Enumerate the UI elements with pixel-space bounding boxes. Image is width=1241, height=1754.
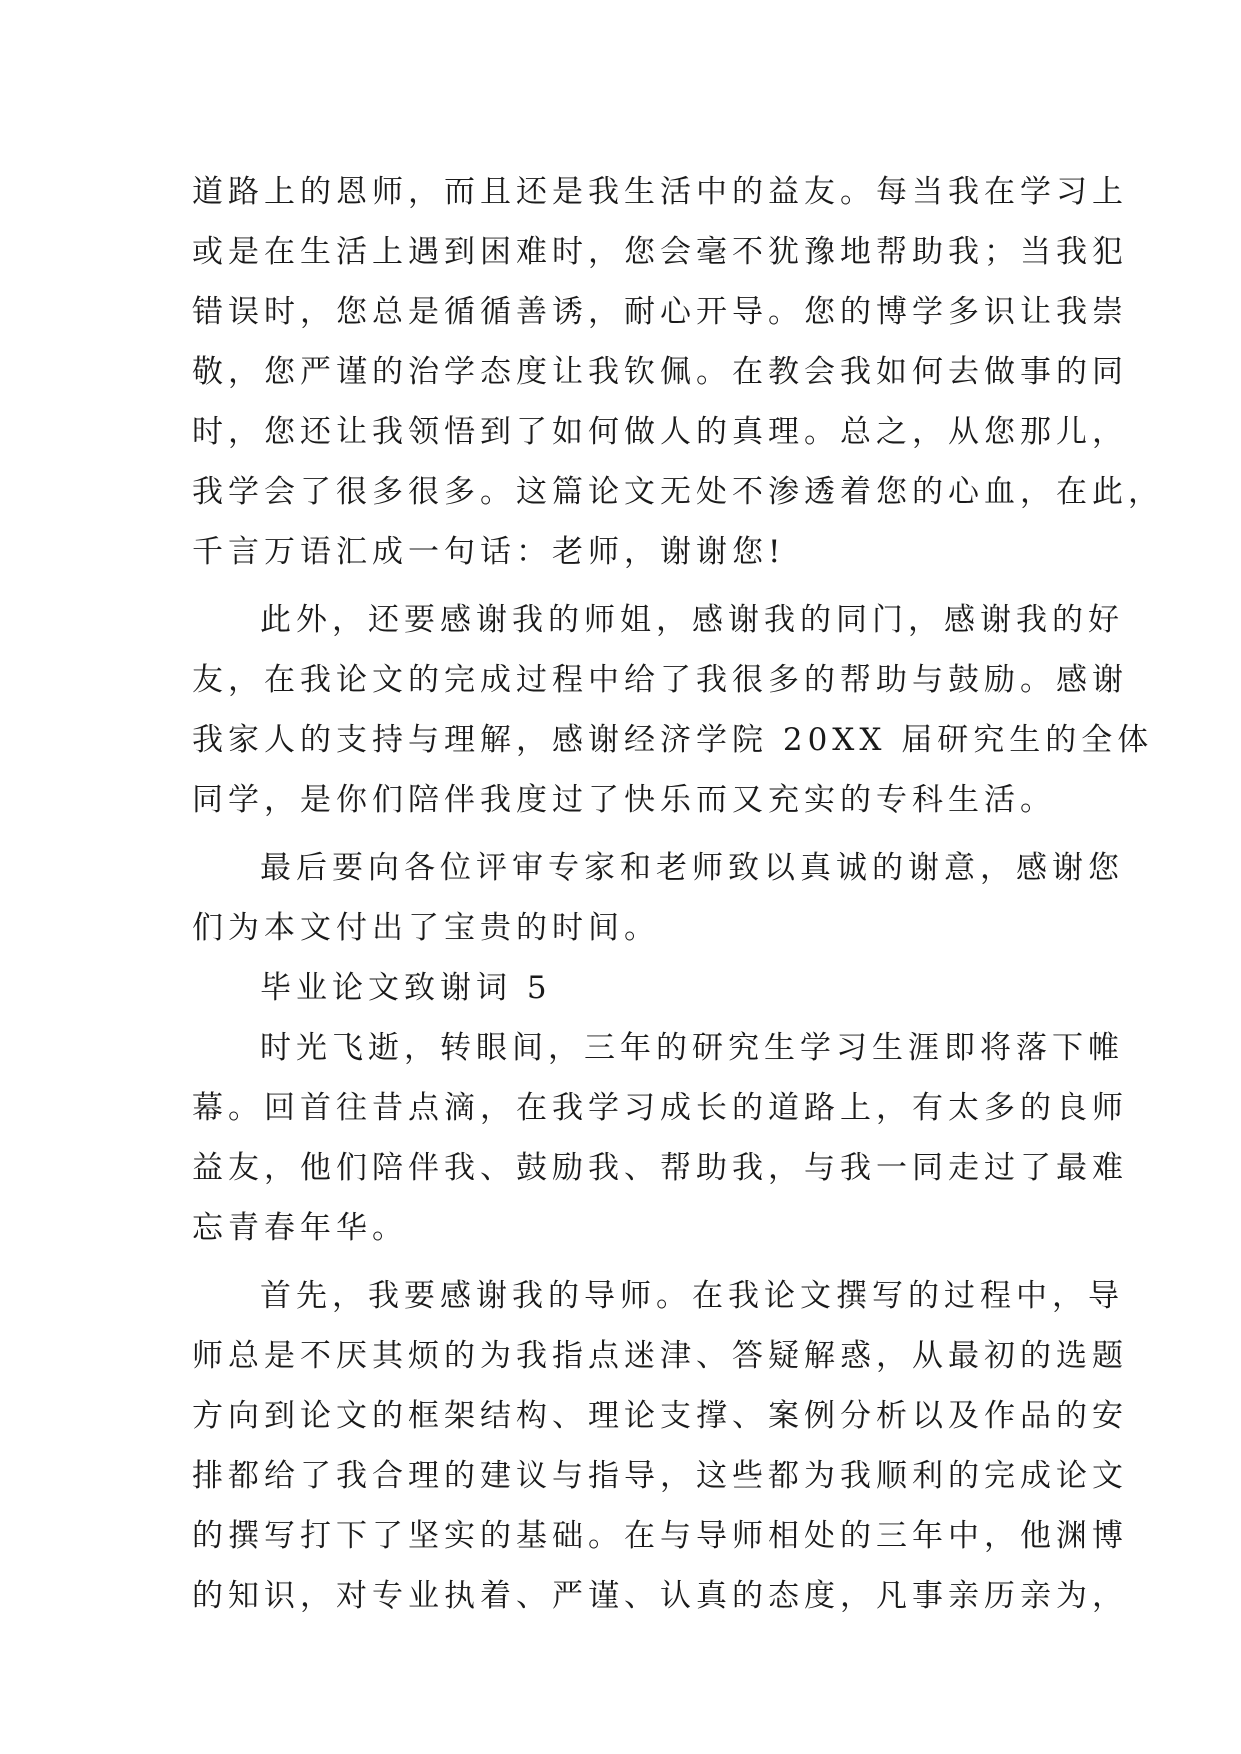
text-line: 排都给了我合理的建议与指导，这些都为我顺利的完成论文 bbox=[192, 1458, 1128, 1494]
paragraph-4 bbox=[192, 1018, 1128, 1258]
body-text bbox=[192, 162, 1164, 1626]
text-line: 此外，还要感谢我的师姐，感谢我的同门，感谢我的好 bbox=[260, 602, 1124, 638]
text-line: 道路上的恩师，而且还是我生活中的益友。每当我在学习上 bbox=[192, 174, 1128, 210]
text-line: 的知识，对专业执着、严谨、认真的态度，凡事亲历亲为， bbox=[192, 1578, 1128, 1614]
text-line: 同学，是你们陪伴我度过了快乐而又充实的专科生活。 bbox=[192, 782, 1056, 818]
text-line: 敬，您严谨的治学态度让我钦佩。在教会我如何去做事的同 bbox=[192, 354, 1128, 390]
paragraph-5 bbox=[192, 1266, 1128, 1626]
text-line: 的撰写打下了坚实的基础。在与导师相处的三年中，他渊博 bbox=[192, 1518, 1128, 1554]
paragraph-spacer bbox=[192, 1258, 1052, 1266]
text-line: 我学会了很多很多。这篇论文无处不渗透着您的心血，在此， bbox=[192, 474, 1164, 510]
text-line: 我家人的支持与理解，感谢经济学院 20XX 届研究生的全体 bbox=[192, 722, 1154, 758]
text-line: 错误时，您总是循循善诱，耐心开导。您的博学多识让我崇 bbox=[192, 294, 1128, 330]
paragraph-3 bbox=[192, 838, 1124, 958]
text-line: 忘青春年华。 bbox=[192, 1210, 408, 1246]
paragraph-spacer bbox=[192, 830, 1052, 838]
text-line: 方向到论文的框架结构、理论支撑、案例分析以及作品的安 bbox=[192, 1398, 1128, 1434]
text-line: 友，在我论文的完成过程中给了我很多的帮助与鼓励。感谢 bbox=[192, 662, 1128, 698]
text-line: 师总是不厌其烦的为我指点迷津、答疑解惑，从最初的选题 bbox=[192, 1338, 1128, 1374]
paragraph-2 bbox=[192, 590, 1154, 830]
text-line: 们为本文付出了宝贵的时间。 bbox=[192, 910, 660, 946]
paragraph-spacer bbox=[192, 582, 1052, 590]
section-heading: 毕业论文致谢词 5 bbox=[260, 970, 552, 1006]
text-line: 首先，我要感谢我的导师。在我论文撰写的过程中，导 bbox=[260, 1278, 1124, 1314]
text-line: 时光飞逝，转眼间，三年的研究生学习生涯即将落下帷 bbox=[260, 1030, 1124, 1066]
text-line: 或是在生活上遇到困难时，您会毫不犹豫地帮助我；当我犯 bbox=[192, 234, 1128, 270]
text-line: 益友，他们陪伴我、鼓励我、帮助我，与我一同走过了最难 bbox=[192, 1150, 1128, 1186]
text-line: 最后要向各位评审专家和老师致以真诚的谢意，感谢您 bbox=[260, 850, 1124, 886]
text-line: 千言万语汇成一句话：老师，谢谢您! bbox=[192, 534, 786, 570]
text-line: 幕。回首往昔点滴，在我学习成长的道路上，有太多的良师 bbox=[192, 1090, 1128, 1126]
text-line: 时，您还让我领悟到了如何做人的真理。总之，从您那儿， bbox=[192, 414, 1128, 450]
paragraph-1 bbox=[192, 162, 1164, 582]
